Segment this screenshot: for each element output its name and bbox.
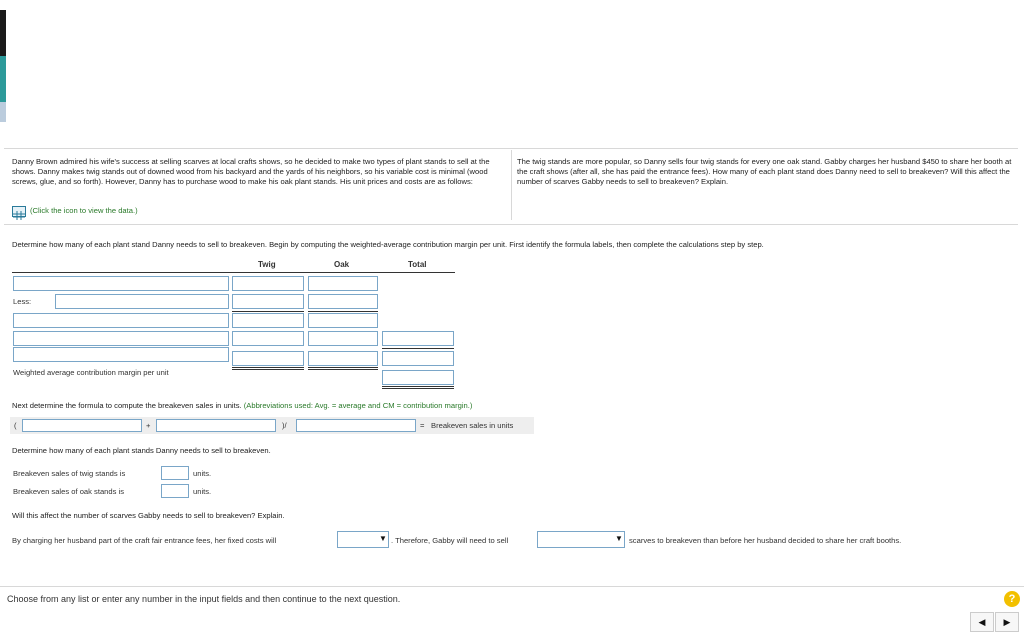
formula-input-2[interactable] xyxy=(156,419,276,432)
row1-twig-input[interactable] xyxy=(232,276,304,291)
row3-twig-input[interactable] xyxy=(232,313,304,328)
row4-label-input[interactable] xyxy=(13,331,229,346)
instruction-3: Determine how many of each plant stands Danny needs to sell to breakeven. xyxy=(12,446,271,455)
close-divide: )/ xyxy=(282,421,287,430)
row3-label-input[interactable] xyxy=(13,313,229,328)
next-button[interactable]: ▶ xyxy=(995,612,1019,632)
footer-instruction: Choose from any list or enter any number in the input fields and then continue to the next question. xyxy=(7,594,401,604)
plus-sign: + xyxy=(146,421,151,430)
oak-breakeven-input[interactable] xyxy=(161,484,189,498)
chevron-down-icon: ▼ xyxy=(615,534,623,543)
row5-twig-input[interactable] xyxy=(232,351,304,366)
twig-breakeven-input[interactable] xyxy=(161,466,189,480)
wacm-label: Weighted average contribution margin per unit xyxy=(13,368,169,377)
row5-label-input[interactable] xyxy=(13,347,229,362)
fixed-costs-dropdown[interactable] xyxy=(337,531,389,548)
sentence-part-c: scarves to breakeven than before her husband decided to share her craft booths. xyxy=(629,536,902,545)
col-header-twig: Twig xyxy=(258,260,276,269)
double-rule xyxy=(232,367,304,370)
less-label: Less: xyxy=(13,297,32,306)
data-link[interactable]: (Click the icon to view the data.) xyxy=(30,206,138,215)
help-circle-icon[interactable]: ? xyxy=(1004,591,1020,607)
instruction-1: Determine how many of each plant stand Danny needs to sell to breakeven. Begin by computing the weighted-average contribution margin per unit. First identify the formula labels, then complete the calculations step by step. xyxy=(12,240,764,249)
rule xyxy=(232,311,304,312)
formula-input-3[interactable] xyxy=(296,419,416,432)
row5-total-input[interactable] xyxy=(382,351,454,366)
units-label: units. xyxy=(193,469,212,478)
twig-breakeven-label: Breakeven sales of twig stands is xyxy=(13,469,126,478)
units-label: units. xyxy=(193,487,212,496)
row4-total-input[interactable] xyxy=(382,331,454,346)
row2-twig-input[interactable] xyxy=(232,294,304,309)
footer-divider xyxy=(0,586,1024,587)
row3-oak-input[interactable] xyxy=(308,313,378,328)
oak-breakeven-label: Breakeven sales of oak stands is xyxy=(13,487,125,496)
open-paren: ( xyxy=(14,421,17,430)
wacm-total-input[interactable] xyxy=(382,370,454,385)
equals-sign: = xyxy=(420,421,425,430)
left-accent-bar xyxy=(0,10,6,122)
column-divider xyxy=(511,150,512,220)
double-rule xyxy=(308,367,378,370)
rule xyxy=(308,311,378,312)
instruction-2: Next determine the formula to compute the breakeven sales in units. (Abbreviations used: Avg. = average and CM = contribution margin.) xyxy=(12,401,473,410)
breakeven-result-label: Breakeven sales in units xyxy=(431,421,514,430)
col-header-total: Total xyxy=(408,260,427,269)
problem-text-right: The twig stands are more popular, so Danny sells four twig stands for every one oak stand. Gabby charges her husband $450 to share her booth at the craft shows (after all, she has paid the entrance fees). How many of each plant stand does Danny need to sell to breakeven? Will this affect the number of scarves Gabby needs to sell to breakeven? Explain. xyxy=(517,157,1012,186)
row2-oak-input[interactable] xyxy=(308,294,378,309)
formula-input-1[interactable] xyxy=(22,419,142,432)
problem-text-left: Danny Brown admired his wife's success at selling scarves at local crafts shows, so he decided to make two types of plant stands to sell at the shows. Danny makes twig stands out of downed wood from his backyard and the yards of his neighbors, so his variable cost is minimal (wood screws, glue, and so forth). However, Danny has to purchase wood to make his oak plant stands. His unit prices and costs are as follows: xyxy=(12,157,490,186)
question-text: Will this affect the number of scarves Gabby needs to sell to breakeven? Explain. xyxy=(12,511,285,520)
sentence-part-a: By charging her husband part of the craft fair entrance fees, her fixed costs will xyxy=(12,536,277,545)
row1-oak-input[interactable] xyxy=(308,276,378,291)
top-header xyxy=(0,0,1024,10)
row4-twig-input[interactable] xyxy=(232,331,304,346)
scarves-dropdown[interactable] xyxy=(537,531,625,548)
prev-button[interactable]: ◀ xyxy=(970,612,994,632)
col-header-oak: Oak xyxy=(334,260,350,269)
row5-oak-input[interactable] xyxy=(308,351,378,366)
rule xyxy=(382,348,454,349)
double-rule xyxy=(382,386,454,389)
row1-label-input[interactable] xyxy=(13,276,229,291)
table-grid-icon[interactable] xyxy=(12,206,26,217)
divider xyxy=(4,224,1018,225)
chevron-down-icon: ▼ xyxy=(379,534,387,543)
divider xyxy=(4,148,1018,149)
row2-label-input[interactable] xyxy=(55,294,229,309)
sentence-part-b: . Therefore, Gabby will need to sell xyxy=(391,536,509,545)
row4-oak-input[interactable] xyxy=(308,331,378,346)
table-header-rule xyxy=(12,272,455,273)
